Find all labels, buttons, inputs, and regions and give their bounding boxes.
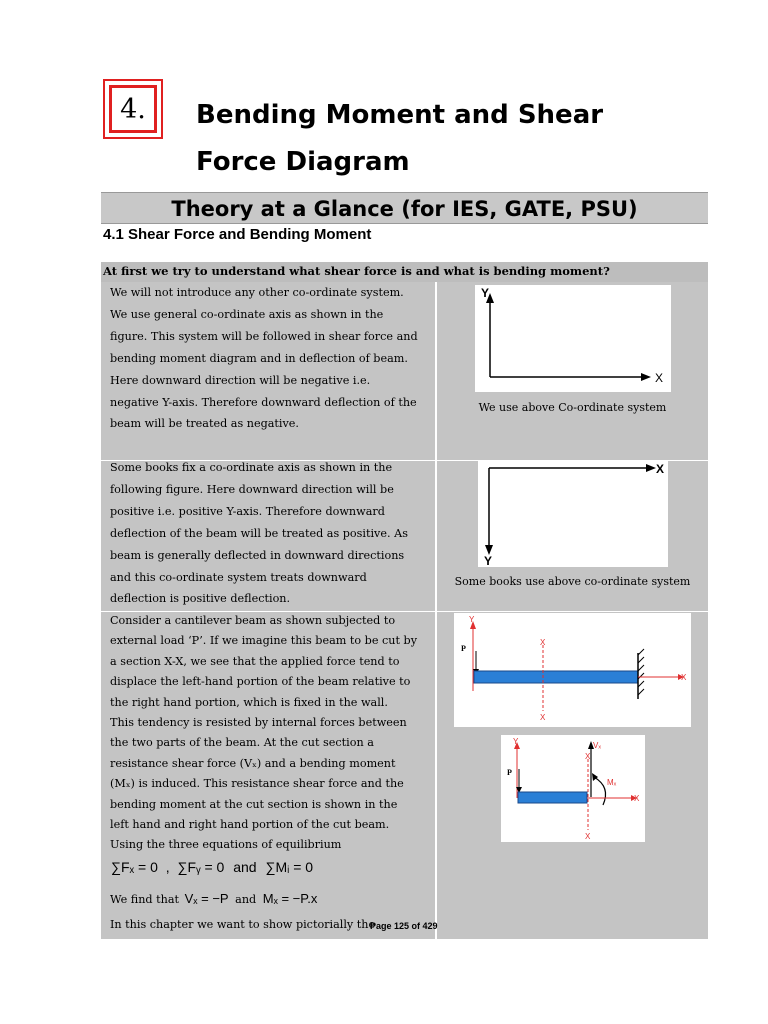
and-word: and bbox=[235, 893, 257, 906]
and-word: and bbox=[233, 859, 257, 875]
text-line: bending moment diagram and in deflection of beam. bbox=[110, 351, 408, 365]
text-line: beam is generally deflected in downward directions bbox=[110, 548, 405, 562]
text-line-last: In this chapter we want to show pictorially the bbox=[110, 918, 376, 931]
shear-force-label: Vₓ bbox=[593, 741, 601, 750]
cut-beam-diagram bbox=[501, 735, 645, 842]
x-axis-label: X bbox=[656, 462, 665, 476]
sum-fy-equation: ∑Fᵧ = 0 bbox=[177, 859, 225, 875]
text-line: figure. This system will be followed in shear force and bbox=[110, 329, 418, 343]
text-line: This tendency is resisted by internal forces between bbox=[110, 716, 407, 730]
figure-cantilever-beam bbox=[454, 613, 691, 727]
text-line: Here downward direction will be negative i.e. bbox=[110, 373, 371, 387]
text-line: Some books fix a co-ordinate axis as shown in the bbox=[110, 461, 393, 474]
question-bar: At first we try to understand what shear force is and what is bending moment? bbox=[101, 262, 708, 282]
figure-cut-beam bbox=[501, 735, 645, 842]
inverted-axes-figure bbox=[478, 461, 668, 567]
text-line: We will not introduce any other co-ordinate system. bbox=[110, 286, 404, 299]
text-line: the right hand portion, which is fixed in the wall. bbox=[110, 695, 388, 709]
chapter-number: 4. bbox=[109, 85, 157, 133]
result-line bbox=[110, 891, 317, 906]
x-axis-label: X bbox=[655, 371, 664, 385]
text-line: deflection is positive deflection. bbox=[110, 592, 291, 606]
figure-coordinate-system bbox=[475, 285, 671, 392]
theory-banner: Theory at a Glance (for IES, GATE, PSU) bbox=[101, 192, 708, 224]
text-line: bending moment at the cut section is shown in the bbox=[110, 797, 398, 811]
y-axis-label: Y bbox=[481, 286, 490, 300]
shear-result: Vₓ = −P bbox=[184, 891, 229, 906]
chapter-number-box bbox=[103, 79, 163, 139]
chapter-title-line1: Bending Moment and Shear bbox=[196, 100, 604, 130]
result-prefix: We find that bbox=[110, 893, 180, 906]
text-line: the two parts of the beam. At the cut section a bbox=[110, 736, 374, 750]
coordinate-axes-figure bbox=[475, 285, 671, 392]
text-line: negative Y-axis. Therefore downward deflection of the bbox=[110, 395, 417, 409]
figure-caption: We use above Co-ordinate system bbox=[478, 401, 667, 414]
load-p-label: P bbox=[461, 644, 466, 653]
text-line: external load ‘P’. If we imagine this beam to be cut by bbox=[110, 634, 418, 648]
equilibrium-equations bbox=[111, 859, 313, 875]
section-label-bottom: X bbox=[585, 832, 591, 841]
text-line: displace the left-hand portion of the beam relative to bbox=[110, 675, 411, 689]
text-line: a section X-X, we see that the applied force tend to bbox=[110, 654, 400, 668]
y-axis-label: Y bbox=[513, 737, 519, 746]
figure-caption: Some books use above co-ordinate system bbox=[454, 575, 691, 588]
x-axis-label: X bbox=[681, 673, 687, 682]
load-p-label: P bbox=[507, 768, 512, 777]
moment-result: Mₓ = −P.x bbox=[262, 891, 318, 906]
separator: , bbox=[165, 859, 170, 875]
text-line: Using the three equations of equilibrium bbox=[110, 838, 342, 852]
page-footer: Page 125 of 429 bbox=[370, 921, 438, 931]
text-line: deflection of the beam will be treated as positive. As bbox=[110, 526, 408, 540]
section-label-bottom: X bbox=[540, 713, 546, 722]
x-axis-label: X bbox=[634, 794, 640, 803]
text-line: Consider a cantilever beam as shown subjected to bbox=[110, 614, 396, 627]
paragraph-cantilever-beam bbox=[110, 611, 432, 856]
text-line: positive i.e. positive Y-axis. Therefore downward bbox=[110, 504, 385, 518]
text-line: We use general co-ordinate axis as shown in the bbox=[110, 307, 384, 321]
text-line: resistance shear force (Vₓ) and a bending moment bbox=[110, 756, 396, 770]
paragraph-alternate-coordinates bbox=[110, 457, 432, 610]
text-line: left hand and right hand portion of the cut beam. bbox=[110, 818, 390, 832]
y-axis-label: Y bbox=[484, 554, 493, 567]
text-line: following figure. Here downward direction will be bbox=[110, 482, 394, 496]
section-label-top: X bbox=[540, 638, 546, 647]
bending-moment-label: Mₓ bbox=[607, 778, 617, 787]
paragraph-coordinate-system bbox=[110, 282, 432, 435]
text-line: and this co-ordinate system treats downward bbox=[110, 570, 367, 584]
sum-fx-equation: ∑Fₓ = 0 bbox=[111, 859, 158, 875]
text-line: beam will be treated as negative. bbox=[110, 417, 299, 431]
cantilever-beam-diagram bbox=[454, 613, 691, 727]
section-label-top: X bbox=[585, 752, 591, 761]
chapter-title-line2: Force Diagram bbox=[196, 147, 410, 177]
sum-m-equation: ∑Mᵢ = 0 bbox=[265, 859, 314, 875]
text-line: (Mₓ) is induced. This resistance shear force and the bbox=[110, 777, 404, 791]
figure-alternate-coordinates bbox=[478, 461, 668, 567]
y-axis-label: Y bbox=[469, 615, 475, 624]
chapter-title bbox=[196, 92, 676, 186]
section-heading: 4.1 Shear Force and Bending Moment bbox=[103, 226, 372, 243]
